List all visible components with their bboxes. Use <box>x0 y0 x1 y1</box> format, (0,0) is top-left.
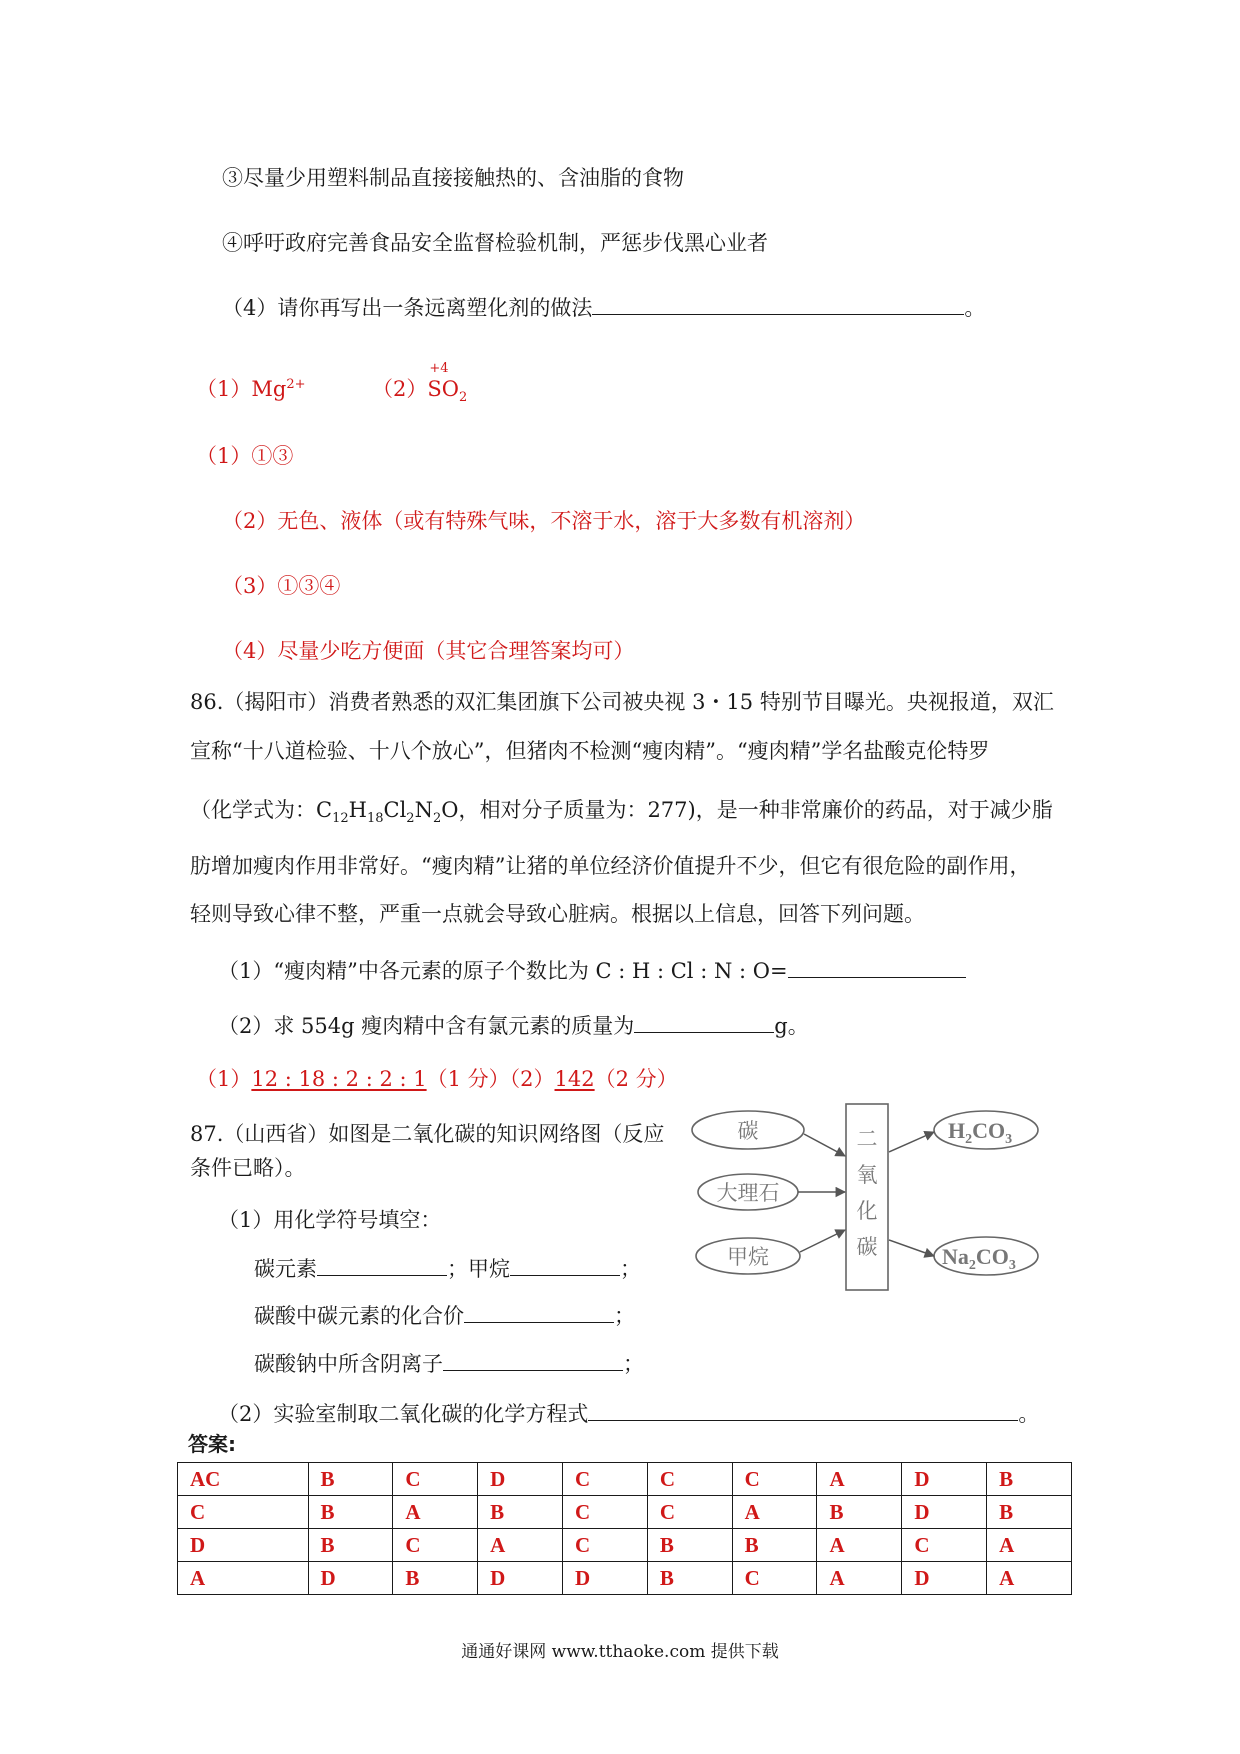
answer-key-table <box>177 1462 1072 1595</box>
arrow-co2-to-h2co3 <box>889 1132 934 1152</box>
answer-cell: D <box>308 1562 393 1595</box>
arrow-carbon-to-co2 <box>804 1134 845 1156</box>
answer-mg-ion: $(1)Mg^{2+}$ <box>196 377 306 401</box>
answer-cell: C <box>393 1463 478 1496</box>
co2-char-3: 化 <box>856 1199 878 1223</box>
answer-blank[interactable] <box>317 1255 447 1276</box>
answer-cell: B <box>732 1529 817 1562</box>
q86-line-2: 宣称“十八道检验、十八个放心”，但猪肉不检测“瘦肉精”。“瘦肉精”学名盐酸克伦特罗 <box>190 739 990 763</box>
answer-cell: A <box>478 1529 563 1562</box>
answer-cell: C <box>563 1529 648 1562</box>
node-methane-label: 甲烷 <box>727 1245 769 1269</box>
answer-cell: D <box>902 1496 987 1529</box>
answer-cell: A <box>393 1496 478 1529</box>
node-carbon-label: 碳 <box>737 1119 759 1143</box>
table-row <box>178 1562 1072 1595</box>
answer-cell: A <box>732 1496 817 1529</box>
answer-cell: D <box>563 1562 648 1595</box>
answer-blank[interactable] <box>592 294 964 315</box>
answer-cell: C <box>647 1496 732 1529</box>
q86-answer: （1）12 : 18 : 2 : 2 : 1（1 分）（2）142（2 分） <box>196 1067 678 1091</box>
answer-cell: B <box>308 1463 393 1496</box>
arrow-co2-to-na2co3 <box>889 1240 934 1256</box>
answer-cell: C <box>647 1463 732 1496</box>
answer-cell: A <box>987 1562 1072 1595</box>
answer-cell: B <box>308 1529 393 1562</box>
q86-line-1: 86.（揭阳市）消费者熟悉的双汇集团旗下公司被央视 3・15 特别节目曝光。央视报道，双汇 <box>190 690 1054 714</box>
answer-85-3: （3）①③④ <box>222 574 341 598</box>
answer-cell: C <box>563 1463 648 1496</box>
table-row <box>178 1463 1072 1496</box>
q87-sub-2: （2）实验室制取二氧化碳的化学方程式 。 <box>218 1402 1040 1426</box>
answer-cell: A <box>817 1529 902 1562</box>
q86-line-4: 肪增加瘦肉作用非常好。“瘦肉精”让猪的单位经济价值提升不少，但它有很危险的副作用， <box>190 854 1031 878</box>
answer-cell: B <box>308 1496 393 1529</box>
q85-item-4: ④呼吁政府完善食品安全监督检验机制，严惩步伐黑心业者 <box>222 231 768 255</box>
q87-line-1: 87.（山西省）如图是二氧化碳的知识网络图（反应 <box>190 1122 665 1146</box>
answer-cell: B <box>647 1562 732 1595</box>
answer-cell: A <box>178 1562 309 1595</box>
answer-cell: C <box>178 1496 309 1529</box>
node-h2co3-label: $H_2CO_3$ <box>948 1118 1013 1147</box>
q85-question-4: （4）请你再写出一条远离塑化剂的做法 。 <box>222 296 986 320</box>
answer-cell: C <box>902 1529 987 1562</box>
answer-cell: A <box>817 1562 902 1595</box>
answer-cell: AC <box>178 1463 309 1496</box>
answer-cell: B <box>817 1496 902 1529</box>
answer-85-2: （2）无色、液体（或有特殊气味，不溶于水，溶于大多数有机溶剂） <box>222 509 866 533</box>
co2-char-1: 二 <box>856 1127 878 1151</box>
node-na2co3-label: $Na_2CO_3$ <box>942 1244 1016 1273</box>
co2-char-2: 氧 <box>856 1163 878 1187</box>
q87-fill-2: 碳酸中碳元素的化合价 ； <box>254 1304 635 1328</box>
q87-fill-3: 碳酸钠中所含阴离子 ； <box>254 1352 644 1376</box>
answer-cell: D <box>178 1529 309 1562</box>
node-marble-label: 大理石 <box>716 1181 780 1205</box>
answer-cell: C <box>393 1529 478 1562</box>
table-row <box>178 1496 1072 1529</box>
arrow-methane-to-co2 <box>800 1230 845 1252</box>
answer-cell: A <box>817 1463 902 1496</box>
table-row <box>178 1529 1072 1562</box>
answer-cell: B <box>987 1463 1072 1496</box>
q86-question-2: （2）求 554g 瘦肉精中含有氯元素的质量为 g。 <box>218 1014 809 1038</box>
answer-85-1: （1）①③ <box>196 444 294 468</box>
q87-line-2: 条件已略）。 <box>190 1156 306 1180</box>
answer-cell: C <box>732 1562 817 1595</box>
answer-cell: B <box>647 1529 732 1562</box>
answer-cell: D <box>478 1463 563 1496</box>
answer-key-heading: 答案: <box>188 1432 236 1456</box>
co2-char-4: 碳 <box>856 1235 878 1259</box>
answer-85-4: （4）尽量少吃方便面（其它合理答案均可） <box>222 639 635 663</box>
answer-blank[interactable] <box>634 1012 774 1033</box>
answer-so2: （2） +4 $SO_2$ <box>372 361 468 406</box>
answer-cell: B <box>478 1496 563 1529</box>
answer-cell: A <box>987 1529 1072 1562</box>
answer-cell: C <box>732 1463 817 1496</box>
answer-cell: D <box>902 1562 987 1595</box>
answer-blank[interactable] <box>443 1350 623 1371</box>
q86-line-5: 轻则导致心律不整，严重一点就会导致心脏病。根据以上信息，回答下列问题。 <box>190 902 925 926</box>
answer-blank[interactable] <box>588 1400 1018 1421</box>
q87-fill-1: 碳元素 ；甲烷 ； <box>254 1257 641 1281</box>
answer-cell: D <box>902 1463 987 1496</box>
answer-blank[interactable] <box>788 957 966 978</box>
answer-cell: D <box>478 1562 563 1595</box>
answer-cell: B <box>393 1562 478 1595</box>
answer-blank[interactable] <box>464 1302 614 1323</box>
page-footer: 通通好课网 www.tthaoke.com 提供下载 <box>461 1642 779 1662</box>
q85-item-3: ③尽量少用塑料制品直接接触热的、含油脂的食物 <box>222 166 684 190</box>
q86-line-3: （化学式为：$C_{12}H_{18}Cl_2N_2O$，相对分子质量为：277)，是一种非常廉价的药品，对于减少脂 <box>190 798 1053 827</box>
q87-sub-1: （1）用化学符号填空： <box>218 1208 442 1232</box>
answer-blank[interactable] <box>510 1255 620 1276</box>
answer-cell: B <box>987 1496 1072 1529</box>
q86-question-1: （1）“瘦肉精”中各元素的原子个数比为 C : H : Cl : N : O= <box>218 955 966 985</box>
answer-cell: C <box>563 1496 648 1529</box>
co2-network-diagram <box>690 1100 1060 1300</box>
